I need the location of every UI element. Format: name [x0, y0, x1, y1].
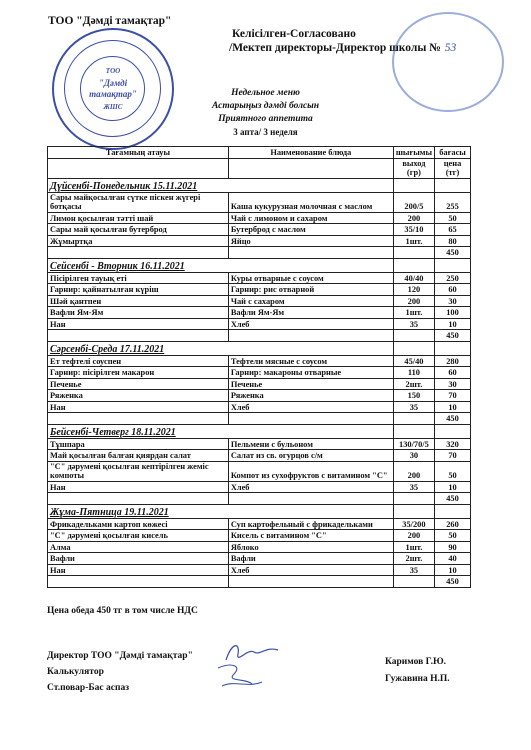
table-header-row	[48, 147, 471, 159]
menu-item-row	[48, 461, 471, 481]
total-blank	[228, 576, 393, 588]
dish-name-ru: Яйцо	[228, 235, 393, 247]
dish-name-kz: Ет тефтелі соуспен	[48, 355, 229, 367]
dish-name-kz: Вафли	[48, 553, 229, 565]
dish-name-kz: Сары майқосылған сүтке піскен жүгері ботқасы	[48, 192, 229, 212]
dish-price: 70	[435, 390, 471, 402]
day-total: 450	[435, 330, 471, 342]
col-header-kz: Тағамның атауы	[48, 147, 229, 159]
stamp-bottom-text: ЖШС	[103, 103, 123, 111]
dish-price: 60	[435, 284, 471, 296]
signer2-role: Калькулятор	[47, 667, 104, 677]
menu-item-row	[48, 224, 471, 236]
dish-output: 150	[393, 390, 434, 402]
dish-price: 65	[435, 224, 471, 236]
dish-name-ru: Куры отварные с соусом	[228, 272, 393, 284]
dish-name-ru: Салат из св. огурцов с/м	[228, 450, 393, 462]
dish-name-kz: Фрикадельками картоп көжесі	[48, 518, 229, 530]
total-blank	[393, 493, 434, 505]
day-total: 450	[435, 576, 471, 588]
dish-name-kz: Ряженка	[48, 390, 229, 402]
dish-output: 200	[393, 461, 434, 481]
dish-name-ru: Яблоко	[228, 541, 393, 553]
total-blank	[48, 247, 229, 259]
dish-name-kz: Нан	[48, 564, 229, 576]
dish-price: 50	[435, 461, 471, 481]
dish-price: 50	[435, 212, 471, 224]
dish-output: 110	[393, 367, 434, 379]
dish-name-kz: Тұшпара	[48, 438, 229, 450]
calculator-signature	[212, 660, 267, 692]
dish-name-ru: Гарнир: рис отварной	[228, 284, 393, 296]
day-title: Сәрсенбі-Среда 17.11.2021	[48, 341, 394, 355]
col-subheader-out: выход (гр)	[393, 158, 434, 178]
menu-item-row	[48, 553, 471, 565]
dish-price: 70	[435, 450, 471, 462]
total-blank	[393, 247, 434, 259]
title-line3: Приятного аппетита	[218, 114, 313, 124]
dish-price: 250	[435, 272, 471, 284]
dish-price: 40	[435, 553, 471, 565]
dish-output: 35/200	[393, 518, 434, 530]
dish-name-ru: Кисель с витамином "С"	[228, 530, 393, 542]
total-blank	[228, 330, 393, 342]
dish-name-kz: Печенье	[48, 378, 229, 390]
dish-output: 120	[393, 284, 434, 296]
dish-output: 35	[393, 564, 434, 576]
dish-output: 200/5	[393, 192, 434, 212]
dish-name-kz: Пісірілген тауық еті	[48, 272, 229, 284]
director-line: /Мектеп директоры-Директор школы № 53	[229, 42, 457, 54]
menu-item-row	[48, 192, 471, 212]
dish-name-ru: Ряженка	[228, 390, 393, 402]
dish-name-ru: Вафли	[228, 553, 393, 565]
dish-price: 60	[435, 367, 471, 379]
menu-item-row	[48, 295, 471, 307]
approved-label: Келісілген-Согласовано	[232, 28, 356, 40]
col-header-price: бағасы	[435, 147, 471, 159]
day-title: Бейсенбі-Четверг 18.11.2021	[48, 424, 394, 438]
dish-price: 255	[435, 192, 471, 212]
day-total: 450	[435, 247, 471, 259]
day-spacer-price	[435, 341, 471, 355]
day-spacer-price	[435, 424, 471, 438]
dish-name-kz: Алма	[48, 541, 229, 553]
dish-output: 1шт.	[393, 235, 434, 247]
day-spacer	[393, 341, 434, 355]
menu-item-row	[48, 235, 471, 247]
dish-output: 40/40	[393, 272, 434, 284]
dish-name-ru: Вафли Ям-Ям	[228, 307, 393, 319]
title-line2: Астарыңыз дәмді болсын	[211, 101, 320, 111]
dish-name-ru: Хлеб	[228, 564, 393, 576]
dish-name-ru: Компот из сухофруктов с витамином "С"	[228, 461, 393, 481]
dish-output: 200	[393, 212, 434, 224]
dish-name-kz: Нан	[48, 481, 229, 493]
col-header-out: шығымы	[393, 147, 434, 159]
menu-item-row	[48, 367, 471, 379]
total-blank	[48, 493, 229, 505]
day-title: Жұма-Пятница 19.11.2021	[48, 504, 394, 518]
dish-name-ru: Гарнир: макароны отварные	[228, 367, 393, 379]
dish-name-kz: Сары май қосылған бутерброд	[48, 224, 229, 236]
dish-output: 35	[393, 401, 434, 413]
dish-price: 260	[435, 518, 471, 530]
signer1-role: Директор ТОО "Дәмді тамақтар"	[47, 651, 193, 661]
menu-item-row	[48, 530, 471, 542]
dish-output: 1шт.	[393, 541, 434, 553]
menu-item-row	[48, 272, 471, 284]
dish-price: 10	[435, 401, 471, 413]
dish-price: 90	[435, 541, 471, 553]
dish-name-ru: Чай с сахаром	[228, 295, 393, 307]
dish-name-ru: Каша кукурузная молочная с маслом	[228, 192, 393, 212]
dish-name-kz: Вафли Ям-Ям	[48, 307, 229, 319]
dish-output: 30	[393, 450, 434, 462]
dish-output: 2шт.	[393, 553, 434, 565]
day-total: 450	[435, 413, 471, 425]
day-spacer	[393, 258, 434, 272]
menu-item-row	[48, 401, 471, 413]
dish-name-ru: Суп картофельный с фрикадельками	[228, 518, 393, 530]
menu-item-row	[48, 284, 471, 296]
menu-item-row	[48, 355, 471, 367]
title-line1: Недельное меню	[231, 88, 300, 98]
col-subheader-price: цена (тг)	[435, 158, 471, 178]
day-spacer-price	[435, 258, 471, 272]
dish-price: 30	[435, 295, 471, 307]
dish-name-kz: Гарнир: қайнатылған күріш	[48, 284, 229, 296]
day-header-row	[48, 178, 471, 192]
day-spacer	[393, 178, 434, 192]
total-blank	[393, 576, 434, 588]
day-spacer	[393, 504, 434, 518]
dish-output: 35	[393, 318, 434, 330]
menu-item-row	[48, 438, 471, 450]
dish-name-kz: Гарнир: пісірілген макарон	[48, 367, 229, 379]
day-spacer-price	[435, 178, 471, 192]
dish-name-ru: Бутерброд с маслом	[228, 224, 393, 236]
dish-name-ru: Хлеб	[228, 401, 393, 413]
day-total-row	[48, 576, 471, 588]
day-spacer-price	[435, 504, 471, 518]
table-subheader-row	[48, 158, 471, 178]
dish-name-kz: Май қосылған балған қиярдан салат	[48, 450, 229, 462]
day-header-row	[48, 504, 471, 518]
total-blank	[393, 330, 434, 342]
dish-output: 2шт.	[393, 378, 434, 390]
dish-name-kz: "С" дәрумені қосылған кисель	[48, 530, 229, 542]
menu-item-row	[48, 390, 471, 402]
dish-output: 200	[393, 295, 434, 307]
day-total-row	[48, 247, 471, 259]
menu-item-row	[48, 518, 471, 530]
day-total: 450	[435, 493, 471, 505]
dish-output: 200	[393, 530, 434, 542]
day-title: Сейсенбі - Вторник 16.11.2021	[48, 258, 394, 272]
price-note: Цена обеда 450 тг в том числе НДС	[47, 606, 198, 616]
dish-name-ru: Пельмени с бульоном	[228, 438, 393, 450]
dish-name-ru: Печенье	[228, 378, 393, 390]
col-subheader-kz	[48, 158, 229, 178]
dish-name-ru: Хлеб	[228, 481, 393, 493]
stamp-name-1: "Дәмді	[98, 78, 128, 88]
dish-output: 130/70/5	[393, 438, 434, 450]
signer1-name: Каримов Г.Ю.	[385, 657, 447, 667]
day-header-row	[48, 424, 471, 438]
dish-price: 10	[435, 481, 471, 493]
menu-item-row	[48, 307, 471, 319]
dish-output: 35	[393, 481, 434, 493]
dish-output: 1шт.	[393, 307, 434, 319]
signer3-role: Ст.повар-Бас аспаз	[47, 683, 130, 693]
dish-price: 10	[435, 564, 471, 576]
day-total-row	[48, 493, 471, 505]
col-header-ru: Наименование блюда	[228, 147, 393, 159]
stamp-name-2: тамақтар"	[89, 89, 137, 99]
total-blank	[48, 576, 229, 588]
total-blank	[228, 247, 393, 259]
dish-price: 100	[435, 307, 471, 319]
week-label: 3 апта/ 3 неделя	[233, 127, 298, 137]
dish-output: 45/40	[393, 355, 434, 367]
day-header-row	[48, 341, 471, 355]
dish-name-ru: Тефтели мясные с соусом	[228, 355, 393, 367]
dish-output: 35/10	[393, 224, 434, 236]
menu-item-row	[48, 318, 471, 330]
total-blank	[228, 413, 393, 425]
day-total-row	[48, 413, 471, 425]
total-blank	[393, 413, 434, 425]
school-number: 53	[444, 42, 457, 54]
dish-name-kz: Нан	[48, 318, 229, 330]
day-spacer	[393, 424, 434, 438]
day-title: Дүйсенбі-Понедельник 15.11.2021	[48, 178, 394, 192]
dish-name-kz: Нан	[48, 401, 229, 413]
menu-item-row	[48, 481, 471, 493]
menu-table	[47, 146, 471, 588]
menu-item-row	[48, 212, 471, 224]
menu-item-row	[48, 541, 471, 553]
company-name: ТОО "Дәмді тамақтар"	[48, 15, 172, 27]
dish-price: 80	[435, 235, 471, 247]
dish-price: 50	[435, 530, 471, 542]
director-label: Мектеп директоры-Директор школы №	[232, 42, 441, 54]
col-subheader-ru	[228, 158, 393, 178]
day-header-row	[48, 258, 471, 272]
dish-name-kz: Жұмыртқа	[48, 235, 229, 247]
total-blank	[228, 493, 393, 505]
dish-name-ru: Хлеб	[228, 318, 393, 330]
menu-title	[0, 87, 531, 139]
menu-item-row	[48, 378, 471, 390]
day-total-row	[48, 330, 471, 342]
dish-price: 280	[435, 355, 471, 367]
total-blank	[48, 330, 229, 342]
dish-name-ru: Чай с лимоном и сахаром	[228, 212, 393, 224]
menu-item-row	[48, 564, 471, 576]
dish-price: 10	[435, 318, 471, 330]
menu-item-row	[48, 450, 471, 462]
dish-name-kz: "С" дәрумені қосылған кептірілген жеміс компоты	[48, 461, 229, 481]
signer2-name: Гужавина Н.П.	[385, 674, 450, 684]
dish-name-kz: Шәй қантпен	[48, 295, 229, 307]
stamp-top-text: ТОО	[105, 67, 121, 75]
total-blank	[48, 413, 229, 425]
dish-name-kz: Лимон қосылған тәтті шай	[48, 212, 229, 224]
dish-price: 320	[435, 438, 471, 450]
dish-price: 30	[435, 378, 471, 390]
